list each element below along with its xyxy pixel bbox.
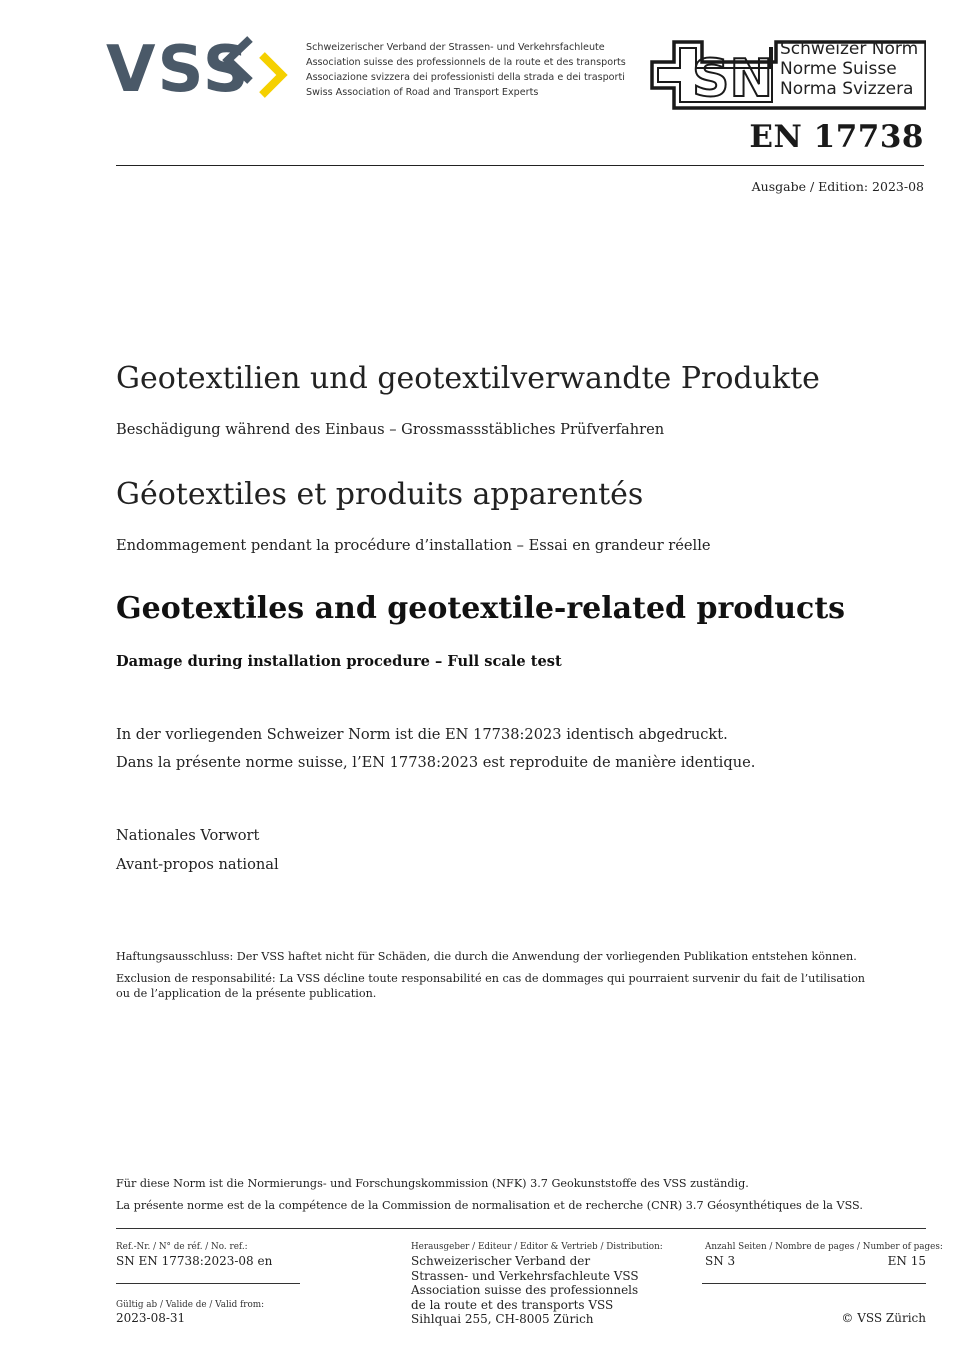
committee-fr: La présente norme est de la compétence de la Commission de normalisation et de recherche (CNR) 3.7 Géosynthétiques de la VSS. — [116, 1199, 863, 1212]
publisher-line: Sihlquai 255, CH-8005 Zürich — [411, 1312, 594, 1327]
ref-value: SN EN 17738:2023-08 en — [116, 1254, 273, 1268]
vss-logo — [106, 33, 288, 101]
sn-names — [780, 39, 918, 99]
publisher-line: Strassen- und Verkehrsfachleute VSS — [411, 1268, 639, 1283]
association-names — [306, 40, 626, 100]
disclaimer-de: Haftungsausschluss: Der VSS haftet nicht für Schäden, die durch die Anwendung der vorliegenden Publikation entstehen können. — [116, 950, 857, 963]
identity-statement-de: In der vorliegenden Schweizer Norm ist die EN 17738:2023 identisch abgedruckt. — [116, 726, 728, 743]
copyright: © VSS Zürich — [841, 1311, 926, 1325]
ref-underline — [116, 1283, 300, 1284]
subtitle-fr: Endommagement pendant la procédure d’installation – Essai en grandeur réelle — [116, 537, 711, 554]
footer-divider — [116, 1228, 926, 1229]
sn-name-it: Norma Svizzera — [780, 79, 914, 99]
publisher-line: Schweizerischer Verband der — [411, 1254, 591, 1268]
publisher-line: de la route et des transports VSS — [411, 1297, 614, 1312]
pages-label: Anzahl Seiten / Nombre de pages / Number of pages: — [705, 1242, 943, 1252]
national-foreword-de: Nationales Vorwort — [116, 827, 260, 844]
title-de: Geotextilien und geotextilverwandte Produkte — [116, 361, 820, 396]
disclaimer-fr-line1: Exclusion de responsabilité: La VSS décline toute responsabilité en cas de dommages qui pourraient survenir du fait de l’utilisation — [116, 972, 866, 985]
title-fr: Géotextiles et produits apparentés — [116, 477, 644, 512]
valid-label: Gültig ab / Valide de / Valid from: — [116, 1300, 265, 1310]
subtitle-en: Damage during installation procedure – Full scale test — [116, 653, 562, 670]
pages-underline — [702, 1283, 926, 1284]
association-line-en: Swiss Association of Road and Transport Experts — [306, 87, 539, 98]
standard-number: EN 17738 — [749, 119, 924, 155]
identity-statement-fr: Dans la présente norme suisse, l’EN 17738:2023 est reproduite de manière identique. — [116, 754, 756, 771]
subtitle-de: Beschädigung während des Einbaus – Grossmassstäbliches Prüfverfahren — [116, 421, 665, 438]
sn-name-de: Schweizer Norm — [780, 39, 919, 59]
edition-date: Ausgabe / Edition: 2023-08 — [751, 179, 924, 194]
publisher-line: Association suisse des professionnels — [411, 1283, 639, 1298]
pages-sn: SN 3 — [705, 1254, 736, 1268]
title-en: Geotextiles and geotextile-related products — [116, 591, 846, 626]
publisher-label: Herausgeber / Editeur / Editor & Vertrieb / Distribution: — [411, 1242, 663, 1252]
ref-label: Ref.-Nr. / N° de réf. / No. ref.: — [116, 1242, 248, 1252]
publisher-address — [411, 1254, 639, 1327]
committee-de: Für diese Norm ist die Normierungs- und Forschungskommission (NFK) 3.7 Geokunststoffe des VSS zuständig. — [116, 1177, 749, 1190]
association-line-de: Schweizerischer Verband der Strassen- und Verkehrsfachleute — [306, 42, 605, 53]
disclaimer-fr-line2: ou de l’application de la présente publication. — [116, 987, 377, 1000]
sn-mark: SN — [692, 49, 773, 109]
sn-name-fr: Norme Suisse — [780, 59, 897, 79]
valid-value: 2023-08-31 — [116, 1311, 186, 1325]
association-line-fr: Association suisse des professionnels de la route et des transports — [306, 57, 626, 68]
national-foreword-fr: Avant-propos national — [116, 856, 279, 873]
pages-en: EN 15 — [887, 1254, 926, 1268]
vss-wordmark: VSS — [106, 33, 251, 101]
header-divider — [116, 165, 924, 166]
association-line-it: Associazione svizzera dei professionisti della strada e dei trasporti — [306, 72, 625, 83]
vss-chevron-right-icon — [262, 55, 282, 95]
